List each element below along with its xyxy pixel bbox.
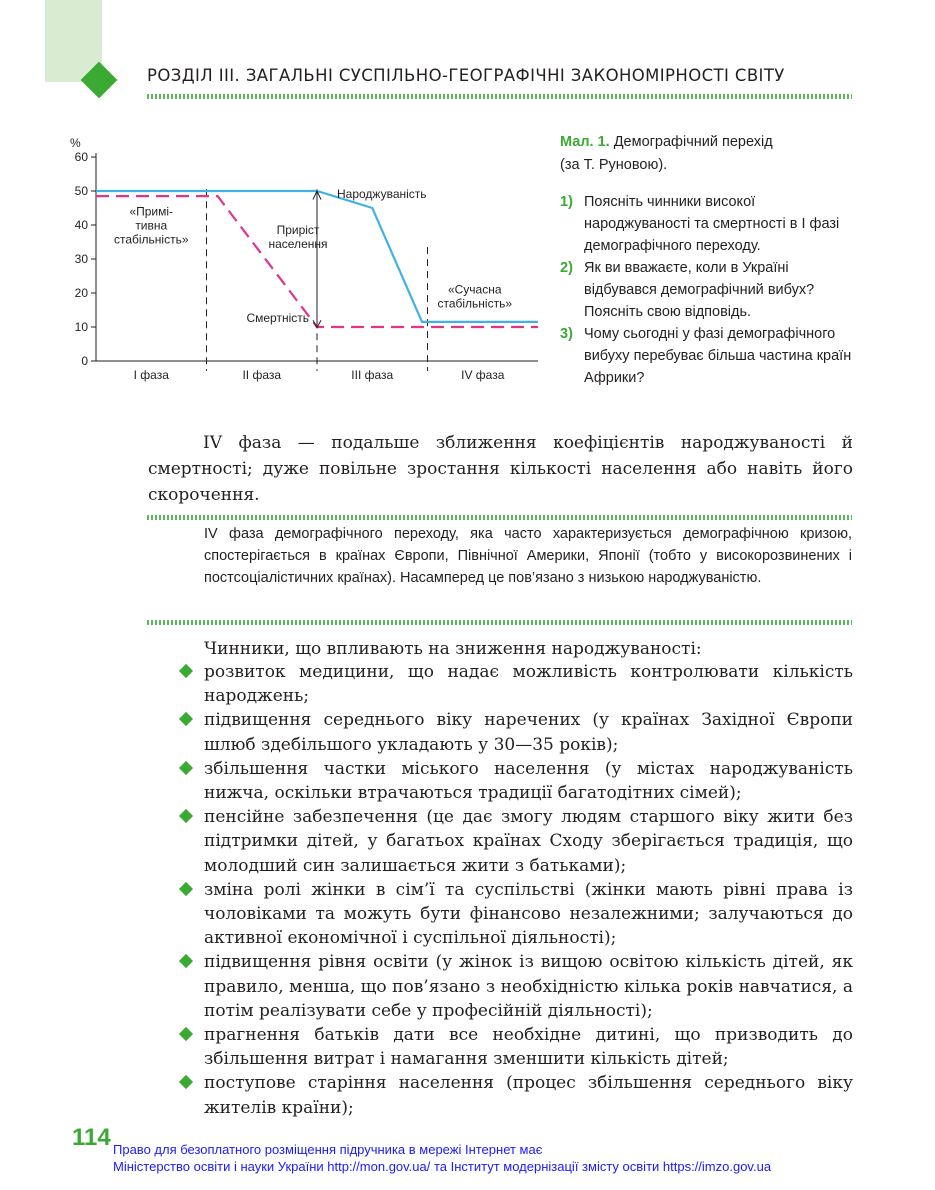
phase1-annotation-line: «Примі- <box>129 204 174 219</box>
y-tick-label: 20 <box>74 286 88 300</box>
demographic-transition-chart <box>60 128 550 393</box>
y-tick-label: 30 <box>74 252 88 266</box>
growth-annotation-line: Приріст <box>276 223 320 238</box>
factor-text: підвищення середнього віку наречених (у країнах Західної Європи шлюб здебільшого укладають у 30—35 років); <box>204 710 853 755</box>
phase-label: IV фаза <box>461 368 505 382</box>
y-tick-label: 60 <box>74 150 88 164</box>
factor-text: збільшення частки міського населення (у містах народжуваність нижча, оскільки втрачаються традиції багатодітних сімей); <box>204 758 853 804</box>
diamond-bullet-icon <box>179 954 193 968</box>
diamond-bullet-icon <box>179 712 193 726</box>
figure-caption <box>560 131 860 177</box>
factors-list <box>178 660 853 1120</box>
y-axis-label: % <box>70 136 81 150</box>
diamond-bullet-icon <box>179 664 193 678</box>
list-item <box>178 805 853 878</box>
factor-text: зміна ролі жінки в сім’ї та суспільстві (жінки мають рівні права із чоловіками та можуть бути фінансово незалежними; залучаються до активної економічної і суспільної діяльності); <box>204 879 853 949</box>
phase1-annotation-line: стабільність» <box>113 232 189 247</box>
note-divider-top <box>147 515 852 520</box>
phase4-paragraph: IV фаза — подальше зближення коефіцієнтів народжуваності й смертності; дуже повільне зростання кількості населення або навіть його скорочення. <box>148 433 853 505</box>
questions-list <box>560 191 860 389</box>
section-title: РОЗДІЛ ІІІ. ЗАГАЛЬНІ СУСПІЛЬНО-ГЕОГРАФІЧНІ ЗАКОНОМІРНОСТІ СВІТУ <box>147 66 785 85</box>
phase4-annotation-line: «Сучасна <box>447 282 502 297</box>
factor-text: розвиток медицини, що надає можливість контролювати кількість народжень; <box>204 662 853 707</box>
y-tick-label: 50 <box>74 184 88 198</box>
y-tick-label: 10 <box>74 320 88 334</box>
phase-label: ІІ фаза <box>242 368 282 382</box>
annotation-layer <box>114 187 512 328</box>
list-item <box>178 660 853 708</box>
phase4-annotation-line: стабільність» <box>437 296 513 311</box>
diamond-bullet-icon <box>179 882 193 896</box>
list-item <box>178 1023 853 1071</box>
question-text: Поясніть чинники високої народжуваності та смертності в І фазі демографічного переходу. <box>584 194 840 254</box>
list-item <box>178 878 853 951</box>
y-tick-label: 40 <box>74 218 88 232</box>
factor-text: підвищення рівня освіти (у жінок із вищою освітою кількість дітей, як правило, менша, що пов’язано з необхідністю кілька років навчатися, а потім реалізувати себе у професійній діяльності); <box>204 952 853 1021</box>
phase-label: ІІІ фаза <box>351 368 394 382</box>
phase4-annotation <box>437 283 512 311</box>
header-divider <box>147 94 852 99</box>
question-item <box>560 191 860 257</box>
list-item <box>178 950 853 1023</box>
factor-text: поступове старіння населення (процес збільшення середнього віку жителів країни); <box>204 1073 853 1118</box>
diamond-bullet-icon <box>179 809 193 823</box>
figure-number: Мал. 1. <box>560 134 610 150</box>
page-number: 114 <box>72 1124 111 1151</box>
question-item <box>560 257 860 323</box>
list-item <box>178 708 853 756</box>
birth-rate-label: Народжуваність <box>337 186 427 201</box>
phase1-annotation-line: тивна <box>135 218 168 233</box>
factor-text: прагнення батьків дати все необхідне дитині, що призводить до збільшення витрат і намагання зменшити кількість дітей; <box>204 1025 853 1070</box>
figure-title: Демографічний перехід <box>613 134 773 150</box>
factor-text: пенсійне забезпечення (це дає змогу людям старшого віку жити без підтримки дітей, у багатьох країнах Сходу зберігається традиція, що молодший син залишається жити з батьками); <box>204 807 853 876</box>
footer-line: Міністерство освіти і науки України http://mon.gov.ua/ та Інститут модернізації змісту освіти https://imzo.gov.ua <box>113 1159 772 1174</box>
question-number: 1) <box>560 194 573 210</box>
note-divider-bottom <box>147 620 852 625</box>
question-number: 2) <box>560 260 573 276</box>
question-text: Чому сьогодні у фазі демографічного вибуху перебуває більша частина країн Африки? <box>584 326 852 386</box>
figure-source: (за Т. Руновою). <box>560 157 668 173</box>
diamond-bullet-icon <box>179 761 193 775</box>
question-number: 3) <box>560 326 573 342</box>
factors-intro: Чинники, що впливають на зниження народжуваності: <box>204 639 702 659</box>
diamond-bullet-icon <box>179 1075 193 1089</box>
y-axis <box>70 136 96 368</box>
footer <box>113 1141 771 1175</box>
list-item <box>178 757 853 805</box>
phase-label: І фаза <box>133 368 169 382</box>
phase1-annotation <box>114 204 189 246</box>
question-item <box>560 323 860 389</box>
diamond-bullet-icon <box>179 1027 193 1041</box>
y-tick-label: 0 <box>81 354 88 368</box>
growth-annotation <box>268 223 327 251</box>
death-rate-label: Смертність <box>246 310 309 325</box>
list-item <box>178 1071 853 1119</box>
footer-line: Право для безоплатного розміщення підручника в мережі Інтернет має <box>113 1142 543 1157</box>
growth-annotation-line: населення <box>268 237 328 252</box>
note-box: IV фаза демографічного переходу, яка часто характеризується демографічною кризою, спостерігається в країнах Європи, Північної Америки, Японії (тобто у високорозвинених і постсоціалістичних країнах). Насамперед це пов’язано з низькою народжуваністю. <box>204 526 852 586</box>
question-text: Як ви вважаєте, коли в Україні відбувався демографічний вибух? Поясніть свою відповідь. <box>584 260 815 320</box>
